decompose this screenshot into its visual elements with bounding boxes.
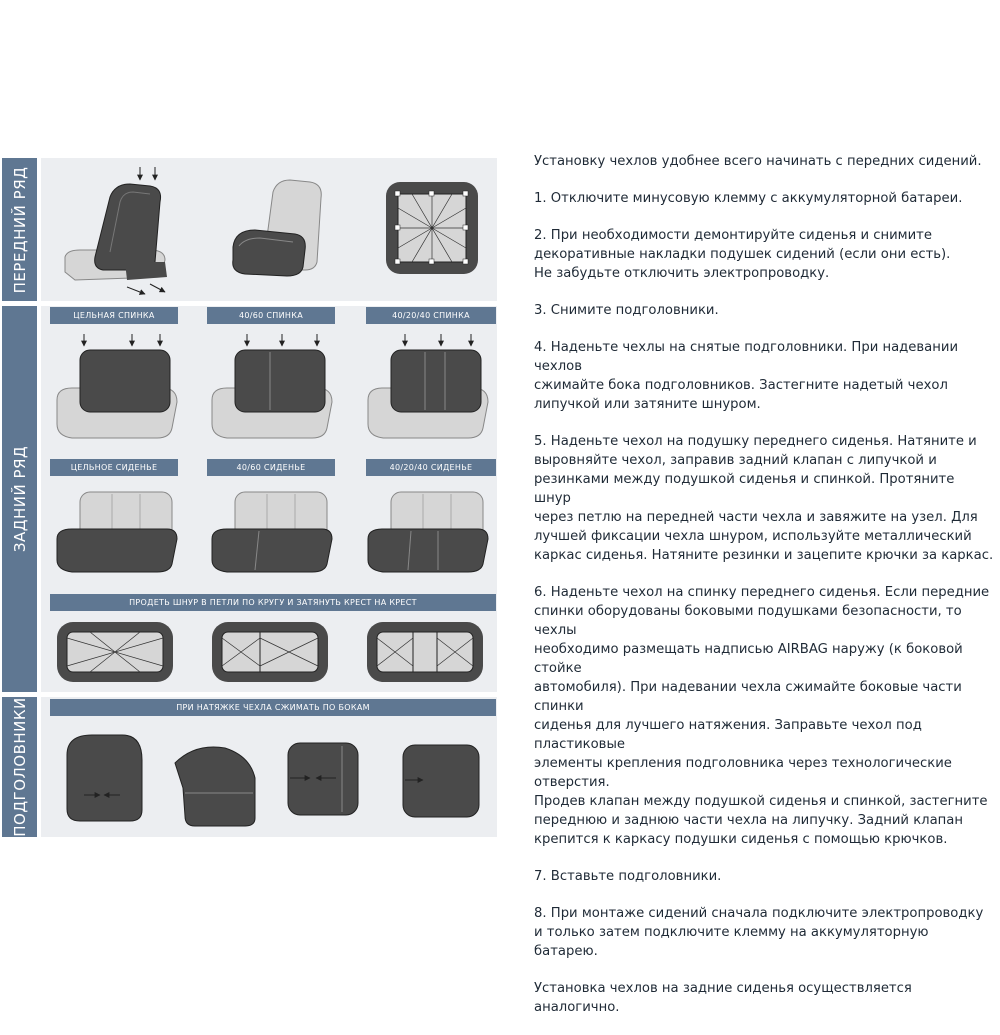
seat-frame-cord-illustration [382, 178, 482, 278]
headrest-squeeze-illustration-1 [62, 725, 157, 825]
instruction-step-7: 7. Вставьте подголовники. [534, 869, 722, 884]
headrests-tab [2, 697, 37, 837]
band-squeeze-instruction: ПРИ НАТЯЖКЕ ЧЕХЛА СЖИМАТЬ ПО БОКАМ [50, 699, 496, 716]
band-back-40-60: 40/60 СПИНКА [207, 307, 335, 324]
headrests-label: ПОДГОЛОВНИКИ [10, 697, 29, 837]
band-back-solid: ЦЕЛЬНАЯ СПИНКА [50, 307, 178, 324]
instruction-step-4: 4. Наденьте чехлы на снятые подголовники. При надевании чехлов сжимайте бока подголовников. Застегните надетый чехол липучкой или затяните шнуром. [534, 340, 959, 412]
cord-lacing-solid-illustration [55, 618, 175, 688]
front-row-tab [2, 158, 37, 301]
rear-row-tab [2, 306, 37, 692]
instruction-step-2: 2. При необходимости демонтируйте сиденья и снимите декоративные накладки подушек сидений (если они есть). Не забудьте отключить электропроводку. [534, 228, 951, 281]
rear-seat-solid-illustration [52, 484, 182, 584]
band-cord-instruction: ПРОДЕТЬ ШНУР В ПЕТЛИ ПО КРУГУ И ЗАТЯНУТЬ КРЕСТ НА КРЕСТ [50, 594, 496, 611]
rear-back-40-20-40-illustration [363, 328, 493, 446]
instruction-step-6: 6. Наденьте чехол на спинку переднего сиденья. Если передние спинки оборудованы боковыми подушками безопасности, то чехлы необходимо размещать надписью AIRBAG наружу (к боковой стойке автомобиля). При надевании чехла сжимайте боковые части спинки сиденья для лучшего натяжения. Заправьте чехол под пластиковые элементы крепления подголовника через технологические отверстия. Продев клапан между подушкой сиденья и спинкой, застегните переднюю и заднюю части чехла на липучку. Задний клапан крепится к каркасу подушки сиденья с помощью крючков. [534, 585, 990, 847]
instruction-step-1: 1. Отключите минусовую клемму с аккумуляторной батареи. [534, 191, 963, 206]
instructions-column [534, 152, 994, 1035]
instruction-step-3: 3. Снимите подголовники. [534, 303, 719, 318]
instruction-step-8: 8. При монтаже сидений сначала подключите электропроводку и только затем подключите клемму на аккумуляторную батарею. [534, 906, 984, 959]
instruction-outro: Установка чехлов на задние сиденья осуществляется аналогично. [534, 981, 912, 1015]
band-seat-40-20-40: 40/20/40 СИДЕНЬЕ [366, 459, 496, 476]
rear-seat-40-60-illustration [207, 484, 337, 584]
front-row-label: ПЕРЕДНИЙ РЯД [10, 166, 29, 293]
rear-row-label: ЗАДНИЙ РЯД [10, 445, 29, 553]
headrest-squeeze-illustration-3 [280, 738, 370, 828]
rear-back-40-60-illustration [207, 328, 337, 446]
headrest-squeeze-illustration-2 [165, 738, 265, 828]
band-back-40-20-40: 40/20/40 СПИНКА [366, 307, 496, 324]
band-seat-40-60: 40/60 СИДЕНЬЕ [207, 459, 335, 476]
front-seat-cover-illustration [55, 162, 185, 300]
rear-seat-40-20-40-illustration [363, 484, 493, 584]
band-seat-solid: ЦЕЛЬНОЕ СИДЕНЬЕ [50, 459, 178, 476]
headrest-squeeze-illustration-4 [395, 740, 490, 828]
front-cushion-illustration [225, 172, 335, 297]
rear-back-solid-illustration [52, 328, 182, 446]
instruction-step-5: 5. Наденьте чехол на подушку переднего сиденья. Натяните и выровняйте чехол, заправив задний клапан с липучкой и резинками между подушкой сиденья и спинкой. Протяните шнур через петлю на передней части чехла и завяжите на узел. Для лучшей фиксации чехла шнуром, используйте металлический каркас сиденья. Натяните резинки и зацепите крючки за каркас. [534, 434, 994, 563]
cord-lacing-40-20-40-illustration [365, 618, 485, 688]
cord-lacing-40-60-illustration [210, 618, 330, 688]
instruction-intro: Установку чехлов удобнее всего начинать с передних сидений. [534, 154, 982, 169]
